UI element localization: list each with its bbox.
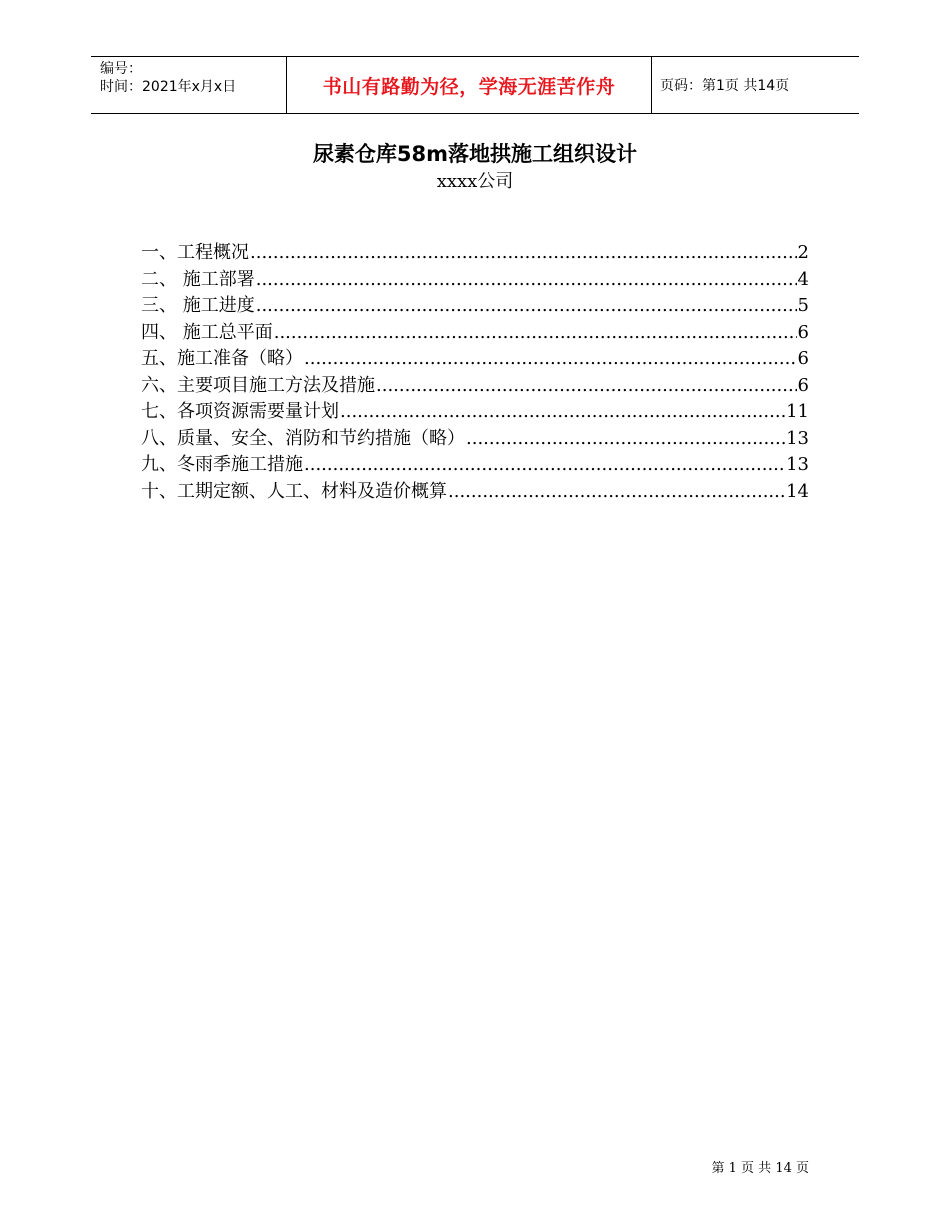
- toc-leader: [376, 375, 797, 396]
- header-meta: [91, 57, 286, 113]
- toc-entry-text: 五、施工准备（略）: [141, 348, 303, 369]
- toc-entry[interactable]: [141, 371, 809, 398]
- toc-entry-page: 5: [797, 295, 809, 316]
- toc-leader: [304, 454, 785, 475]
- toc-entry-text: 九、冬雨季施工措施: [141, 454, 303, 475]
- toc-entry-page: 2: [797, 242, 809, 263]
- toc-entry[interactable]: [141, 291, 809, 318]
- toc-entry[interactable]: [141, 424, 809, 451]
- toc-entry-page: 4: [797, 268, 809, 290]
- toc-entry[interactable]: [141, 450, 809, 477]
- toc-entry-page: 6: [797, 374, 809, 396]
- toc-entry[interactable]: [141, 477, 809, 504]
- toc-entry-text: 一、工程概况: [141, 242, 249, 263]
- toc-leader: [466, 428, 785, 449]
- toc-entry[interactable]: [141, 318, 809, 345]
- document-title: 尿素仓库58m落地拱施工组织设计: [312, 142, 638, 166]
- toc-entry-text: 八、质量、安全、消防和节约措施（略）: [141, 427, 465, 449]
- toc-entry-text: 十、工期定额、人工、材料及造价概算: [141, 480, 447, 502]
- company-name: xxxx公司: [436, 171, 514, 192]
- toc-entry-text: 二、 施工部署: [141, 268, 255, 290]
- toc-entry-text: 六、主要项目施工方法及措施: [141, 374, 375, 396]
- toc-entry-page: 13: [786, 427, 809, 449]
- toc-leader: [448, 481, 785, 502]
- toc-leader: [250, 242, 797, 263]
- toc-entry[interactable]: [141, 238, 809, 265]
- toc-entry-page: 13: [786, 454, 809, 475]
- toc-entry-page: 14: [786, 480, 809, 502]
- header-motto: 书山有路勤为径，学海无涯苦作舟: [286, 57, 652, 113]
- toc-entry-page: 11: [786, 401, 809, 422]
- toc-entry-text: 三、 施工进度: [141, 295, 255, 316]
- toc-entry-page: 6: [797, 321, 809, 343]
- table-of-contents: [141, 238, 809, 503]
- toc-entry-text: 四、 施工总平面: [141, 321, 273, 343]
- toc-entry-page: 6: [797, 348, 809, 369]
- page-header: [91, 56, 859, 114]
- toc-entry[interactable]: [141, 265, 809, 292]
- time-label: 时间：2021年x月x日: [100, 79, 237, 95]
- serial-number-label: 编号：: [100, 61, 142, 77]
- toc-leader: [256, 295, 797, 316]
- toc-entry-text: 七、各项资源需要量计划: [141, 401, 339, 422]
- page-footer: 第 1 页 共 14 页: [711, 1161, 809, 1176]
- toc-leader: [274, 322, 797, 343]
- toc-leader: [340, 401, 785, 422]
- toc-entry[interactable]: [141, 397, 809, 424]
- toc-entry[interactable]: [141, 344, 809, 371]
- header-page-info: 页码：第1页 共14页: [660, 78, 790, 94]
- toc-leader: [256, 269, 797, 290]
- toc-leader: [304, 348, 797, 369]
